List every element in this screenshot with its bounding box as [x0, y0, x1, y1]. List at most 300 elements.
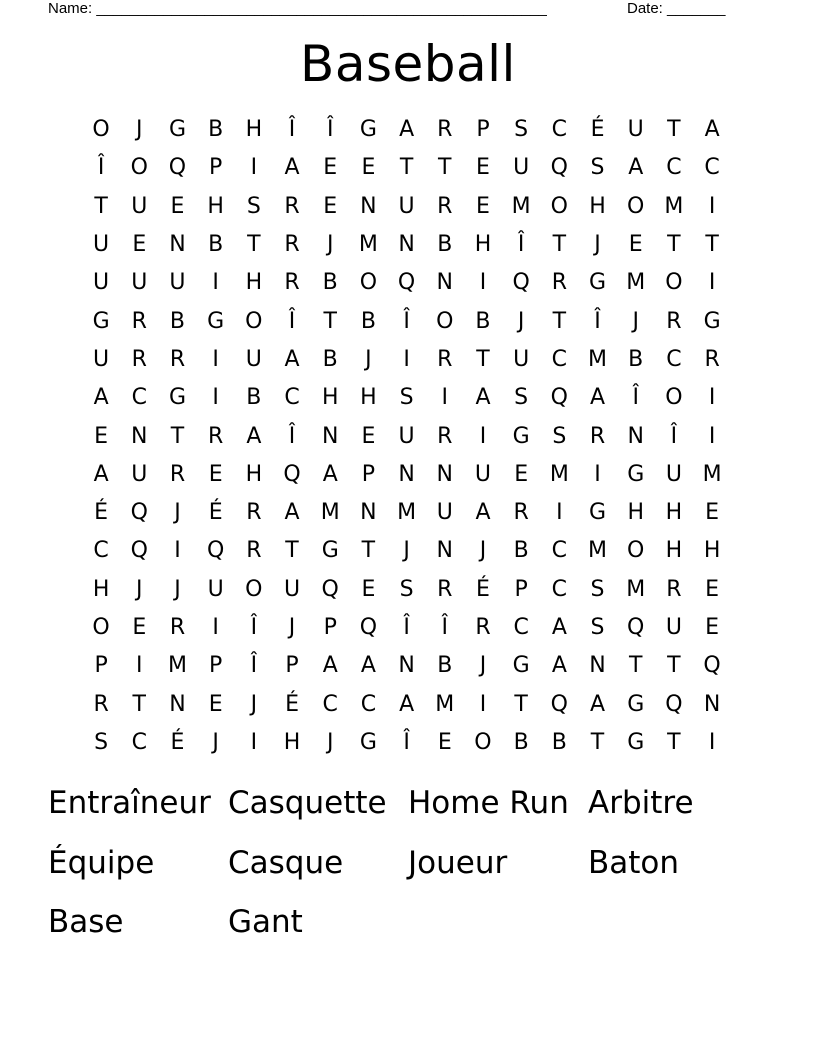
grid-letter: S: [94, 729, 109, 755]
grid-letter: G: [207, 308, 225, 334]
grid-letter: Î: [250, 653, 258, 679]
grid-letter: C: [666, 155, 682, 181]
grid-letter: R: [208, 423, 224, 449]
grid-letter: E: [208, 691, 223, 717]
grid-letter: O: [627, 193, 645, 219]
grid-letter: Î: [288, 308, 296, 334]
grid-letter: B: [246, 385, 262, 411]
grid-letter: H: [92, 576, 110, 602]
grid-letter: T: [476, 346, 490, 372]
grid-letter: Î: [403, 615, 410, 640]
grid-letter: R: [131, 308, 147, 334]
grid-letter: U: [207, 576, 224, 602]
grid-letter: I: [441, 385, 449, 411]
grid-letter: P: [209, 155, 223, 181]
grid-letter: C: [322, 691, 338, 717]
grid-letter: I: [136, 653, 143, 679]
grid-letter: E: [705, 615, 720, 640]
grid-letter: R: [131, 346, 147, 372]
grid-letter: Q: [321, 576, 339, 602]
grid-letter: J: [212, 729, 219, 755]
grid-letter: S: [399, 576, 414, 602]
grid-letter: G: [627, 729, 645, 755]
word-bank-item: Joueur: [408, 844, 508, 881]
grid-letter: U: [93, 346, 110, 372]
word-bank-item: Casque: [228, 844, 344, 881]
grid-letter: G: [627, 691, 645, 717]
grid-letter: E: [628, 232, 643, 258]
grid-letter: E: [132, 615, 147, 640]
grid-letter: O: [92, 615, 110, 640]
grid-letter: A: [551, 653, 567, 679]
grid-letter: B: [322, 270, 338, 296]
grid-letter: I: [479, 691, 487, 717]
grid-letter: S: [514, 385, 529, 411]
grid-letter: H: [665, 500, 683, 526]
grid-letter: U: [474, 461, 492, 487]
grid-letter: E: [437, 729, 452, 755]
grid-letter: J: [136, 576, 143, 602]
grid-row: [82, 456, 732, 494]
grid-letter: J: [517, 308, 525, 334]
grid-letter: R: [246, 538, 262, 564]
grid-letter: A: [284, 155, 300, 181]
name-field: Name: ______________________________________________________: [48, 0, 547, 17]
grid-letter: H: [360, 385, 377, 411]
grid-letter: Q: [550, 385, 568, 411]
grid-letter: I: [556, 500, 563, 526]
grid-letter: B: [437, 232, 453, 258]
grid-letter: U: [513, 155, 530, 181]
grid-letter: Î: [670, 423, 678, 449]
grid-letter: C: [704, 155, 720, 181]
grid-letter: R: [666, 308, 682, 334]
grid-letter: B: [169, 308, 186, 334]
grid-letter: R: [93, 691, 109, 717]
grid-letter: U: [131, 193, 148, 219]
grid-letter: H: [245, 270, 263, 296]
word-bank-item: Arbitre: [588, 785, 694, 821]
grid-letter: R: [589, 423, 606, 449]
grid-letter: A: [93, 385, 109, 411]
grid-row: [82, 188, 732, 226]
grid-letter: C: [551, 576, 568, 602]
grid-letter: O: [130, 155, 148, 181]
grid-letter: T: [628, 653, 643, 679]
grid-letter: N: [398, 232, 415, 258]
grid-letter: J: [594, 232, 601, 258]
grid-letter: A: [322, 461, 338, 487]
grid-letter: G: [92, 308, 110, 334]
grid-letter: U: [245, 346, 262, 372]
grid-letter: R: [169, 615, 186, 640]
grid-letter: C: [513, 615, 529, 640]
grid-letter: H: [321, 385, 339, 411]
grid-letter: H: [703, 538, 721, 564]
grid-letter: O: [92, 117, 110, 143]
grid-letter: G: [589, 270, 607, 296]
grid-letter: Q: [627, 615, 645, 640]
grid-letter: A: [246, 423, 262, 449]
grid-letter: Î: [288, 117, 296, 143]
grid-letter: É: [170, 729, 185, 755]
word-bank-item: Entraîneur: [48, 785, 211, 821]
word-bank-item: Casquette: [228, 785, 387, 821]
grid-letter: Q: [283, 461, 301, 487]
grid-letter: R: [284, 193, 300, 219]
grid-letter: U: [131, 270, 148, 296]
grid-letter: T: [552, 308, 567, 334]
grid-letter: E: [132, 232, 147, 258]
word-bank-item: Gant: [228, 904, 303, 940]
grid-letter: E: [170, 193, 185, 219]
grid-letter: Q: [130, 538, 148, 564]
grid-letter: A: [284, 346, 300, 372]
grid-letter: É: [476, 576, 490, 602]
date-field: Date: _______: [627, 0, 726, 17]
grid-letter: Q: [359, 615, 378, 640]
grid-letter: I: [403, 346, 410, 372]
grid-letter: A: [551, 615, 567, 640]
grid-letter: G: [321, 538, 339, 564]
grid-letter: U: [398, 423, 415, 449]
grid-letter: T: [667, 117, 681, 143]
grid-letter: P: [323, 615, 337, 640]
grid-letter: Î: [250, 615, 258, 640]
grid-letter: H: [474, 232, 492, 258]
grid-letter: G: [359, 117, 377, 143]
grid-letter: Q: [130, 500, 148, 526]
grid-letter: J: [479, 538, 487, 564]
letter-grid: [82, 111, 732, 762]
grid-letter: T: [170, 423, 185, 449]
word-bank-item: Équipe: [48, 844, 155, 881]
grid-letter: N: [398, 653, 415, 679]
grid-letter: N: [321, 423, 339, 449]
header-line: [48, 0, 748, 20]
grid-letter: R: [169, 461, 186, 487]
grid-letter: B: [513, 729, 529, 755]
grid-letter: I: [708, 270, 716, 296]
grid-letter: C: [93, 538, 109, 564]
grid-letter: T: [590, 729, 605, 755]
grid-letter: O: [627, 538, 645, 564]
grid-letter: O: [550, 193, 568, 219]
grid-letter: J: [136, 117, 143, 143]
word-bank: [48, 778, 788, 957]
grid-letter: J: [632, 308, 639, 334]
grid-letter: C: [284, 385, 300, 411]
grid-letter: U: [436, 500, 453, 526]
grid-letter: R: [513, 500, 529, 526]
grid-letter: P: [94, 653, 108, 679]
grid-letter: B: [208, 117, 224, 143]
grid-letter: I: [250, 729, 258, 755]
grid-letter: I: [212, 385, 219, 411]
grid-row: [82, 111, 732, 149]
grid-letter: M: [320, 500, 340, 526]
grid-letter: R: [551, 270, 567, 296]
grid-letter: E: [514, 461, 529, 487]
grid-letter: R: [437, 346, 453, 372]
grid-letter: U: [93, 270, 110, 296]
grid-letter: M: [167, 653, 187, 679]
grid-letter: C: [131, 729, 147, 755]
grid-letter: G: [703, 308, 721, 334]
grid-letter: A: [284, 500, 300, 526]
grid-letter: G: [512, 423, 530, 449]
grid-letter: I: [708, 729, 716, 755]
grid-letter: P: [209, 653, 223, 679]
grid-letter: H: [589, 193, 606, 219]
grid-letter: N: [436, 461, 454, 487]
grid-letter: T: [438, 155, 452, 181]
grid-letter: T: [667, 729, 681, 755]
grid-letter: S: [246, 193, 261, 219]
grid-letter: C: [551, 538, 568, 564]
grid-letter: I: [212, 346, 219, 372]
grid-letter: A: [322, 653, 338, 679]
grid-letter: M: [435, 691, 455, 717]
grid-letter: S: [514, 117, 529, 143]
grid-letter: O: [359, 270, 378, 296]
grid-letter: H: [245, 117, 263, 143]
grid-letter: I: [479, 270, 487, 296]
grid-letter: N: [436, 270, 454, 296]
grid-letter: É: [94, 500, 109, 526]
grid-letter: G: [627, 461, 645, 487]
page-title: Baseball: [300, 35, 516, 93]
grid-letter: I: [708, 423, 716, 449]
grid-letter: H: [665, 538, 683, 564]
grid-letter: R: [284, 270, 300, 296]
grid-letter: M: [511, 193, 531, 219]
grid-letter: J: [326, 729, 334, 755]
grid-letter: J: [479, 653, 487, 679]
grid-letter: M: [588, 538, 608, 564]
grid-letter: M: [702, 461, 722, 487]
grid-letter: J: [403, 538, 410, 564]
grid-row: [82, 149, 732, 187]
grid-letter: S: [399, 385, 414, 411]
grid-letter: N: [703, 691, 721, 717]
grid-letter: E: [94, 423, 109, 449]
grid-letter: E: [476, 155, 490, 181]
grid-letter: U: [513, 346, 530, 372]
grid-letter: B: [322, 346, 338, 372]
grid-letter: I: [212, 615, 219, 640]
grid-letter: U: [169, 270, 186, 296]
grid-row: [82, 341, 732, 379]
grid-letter: Î: [403, 308, 410, 334]
grid-letter: G: [168, 385, 186, 411]
grid-row: [82, 685, 732, 723]
grid-letter: T: [667, 653, 681, 679]
grid-letter: T: [667, 232, 681, 258]
grid-letter: C: [666, 346, 682, 372]
grid-letter: P: [476, 117, 490, 143]
grid-letter: N: [360, 500, 377, 526]
grid-letter: R: [246, 500, 262, 526]
grid-letter: E: [705, 500, 720, 526]
grid-letter: Q: [703, 653, 721, 679]
grid-letter: P: [514, 576, 528, 602]
grid-letter: M: [358, 232, 378, 258]
grid-letter: E: [476, 193, 490, 219]
grid-row: [82, 302, 732, 340]
grid-letter: I: [174, 538, 181, 564]
grid-letter: U: [131, 461, 148, 487]
grid-letter: R: [437, 193, 453, 219]
grid-letter: R: [437, 423, 453, 449]
grid-letter: M: [626, 576, 646, 602]
grid-letter: A: [628, 155, 644, 181]
grid-letter: C: [551, 117, 568, 143]
grid-letter: Î: [326, 117, 334, 143]
grid-letter: H: [207, 193, 224, 219]
grid-letter: Î: [517, 232, 525, 258]
grid-letter: E: [361, 423, 376, 449]
grid-letter: R: [437, 117, 453, 143]
grid-row: [82, 264, 732, 302]
word-bank-item: Base: [48, 904, 124, 940]
grid-letter: Q: [512, 270, 530, 296]
grid-letter: A: [360, 653, 376, 679]
grid-letter: O: [245, 308, 263, 334]
grid-row: [82, 647, 732, 685]
grid-letter: B: [437, 653, 453, 679]
grid-letter: G: [589, 500, 607, 526]
grid-letter: T: [705, 232, 719, 258]
grid-letter: T: [285, 538, 299, 564]
grid-letter: E: [705, 576, 720, 602]
grid-letter: Î: [403, 729, 410, 755]
grid-letter: E: [361, 576, 376, 602]
grid-letter: P: [361, 461, 376, 487]
grid-letter: O: [245, 576, 263, 602]
grid-letter: R: [475, 615, 491, 640]
grid-letter: U: [665, 461, 682, 487]
grid-letter: M: [626, 270, 646, 296]
grid-letter: N: [436, 538, 454, 564]
grid-letter: B: [628, 346, 644, 372]
grid-letter: E: [323, 193, 338, 219]
grid-letter: E: [323, 155, 338, 181]
grid-letter: N: [360, 193, 377, 219]
grid-letter: Q: [550, 155, 568, 181]
grid-letter: O: [665, 385, 683, 411]
grid-letter: U: [283, 576, 301, 602]
grid-row: [82, 494, 732, 532]
grid-letter: C: [131, 385, 147, 411]
grid-letter: A: [399, 117, 415, 143]
grid-letter: Î: [288, 423, 296, 449]
word-bank-item: Baton: [588, 844, 680, 881]
grid-letter: M: [588, 346, 608, 372]
grid-letter: Q: [665, 691, 683, 717]
grid-letter: B: [513, 538, 529, 564]
word-bank-item: Home Run: [408, 785, 569, 821]
grid-letter: A: [590, 385, 606, 411]
grid-letter: A: [590, 691, 606, 717]
grid-letter: O: [474, 729, 492, 755]
grid-letter: P: [285, 653, 299, 679]
grid-letter: É: [208, 500, 223, 526]
grid-letter: U: [398, 193, 415, 219]
grid-letter: R: [284, 232, 300, 258]
grid-letter: S: [590, 576, 605, 602]
grid-letter: Î: [97, 155, 105, 181]
grid-letter: U: [93, 232, 110, 258]
grid-letter: A: [704, 117, 720, 143]
grid-letter: H: [283, 729, 301, 755]
grid-letter: N: [169, 232, 186, 258]
grid-letter: Q: [550, 691, 568, 717]
grid-letter: H: [245, 461, 263, 487]
grid-row: [82, 609, 732, 647]
grid-letter: S: [552, 423, 567, 449]
grid-letter: A: [475, 500, 491, 526]
grid-letter: J: [365, 346, 372, 372]
grid-letter: M: [397, 500, 417, 526]
grid-letter: B: [360, 308, 376, 334]
grid-letter: N: [169, 691, 186, 717]
grid-letter: R: [437, 576, 453, 602]
grid-letter: R: [169, 346, 186, 372]
grid-letter: É: [285, 691, 299, 717]
grid-row: [82, 724, 732, 762]
grid-letter: E: [208, 461, 223, 487]
grid-letter: C: [551, 346, 568, 372]
grid-letter: T: [361, 538, 376, 564]
grid-letter: T: [247, 232, 261, 258]
grid-letter: S: [590, 155, 605, 181]
grid-letter: B: [208, 232, 224, 258]
grid-letter: N: [131, 423, 148, 449]
grid-letter: J: [288, 615, 296, 640]
grid-letter: Î: [441, 615, 449, 640]
grid-letter: O: [665, 270, 683, 296]
grid-letter: B: [475, 308, 491, 334]
grid-letter: G: [512, 653, 530, 679]
grid-letter: G: [168, 117, 186, 143]
grid-row: [82, 379, 732, 417]
grid-letter: M: [549, 461, 569, 487]
grid-letter: I: [479, 423, 487, 449]
grid-letter: É: [590, 117, 605, 143]
grid-letter: I: [708, 193, 716, 219]
grid-letter: T: [514, 691, 528, 717]
grid-letter: B: [551, 729, 567, 755]
grid-letter: J: [250, 691, 258, 717]
grid-letter: A: [93, 461, 109, 487]
grid-letter: T: [132, 691, 146, 717]
grid-letter: N: [627, 423, 644, 449]
grid-letter: G: [359, 729, 377, 755]
grid-letter: A: [399, 691, 415, 717]
grid-letter: J: [174, 576, 181, 602]
grid-letter: J: [326, 232, 334, 258]
grid-letter: R: [666, 576, 682, 602]
grid-letter: T: [323, 308, 337, 334]
grid-letter: R: [704, 346, 720, 372]
grid-letter: I: [212, 270, 219, 296]
grid-letter: I: [594, 461, 601, 487]
grid-letter: T: [94, 193, 108, 219]
grid-letter: O: [436, 308, 454, 334]
grid-letter: T: [399, 155, 414, 181]
grid-row: [82, 226, 732, 264]
